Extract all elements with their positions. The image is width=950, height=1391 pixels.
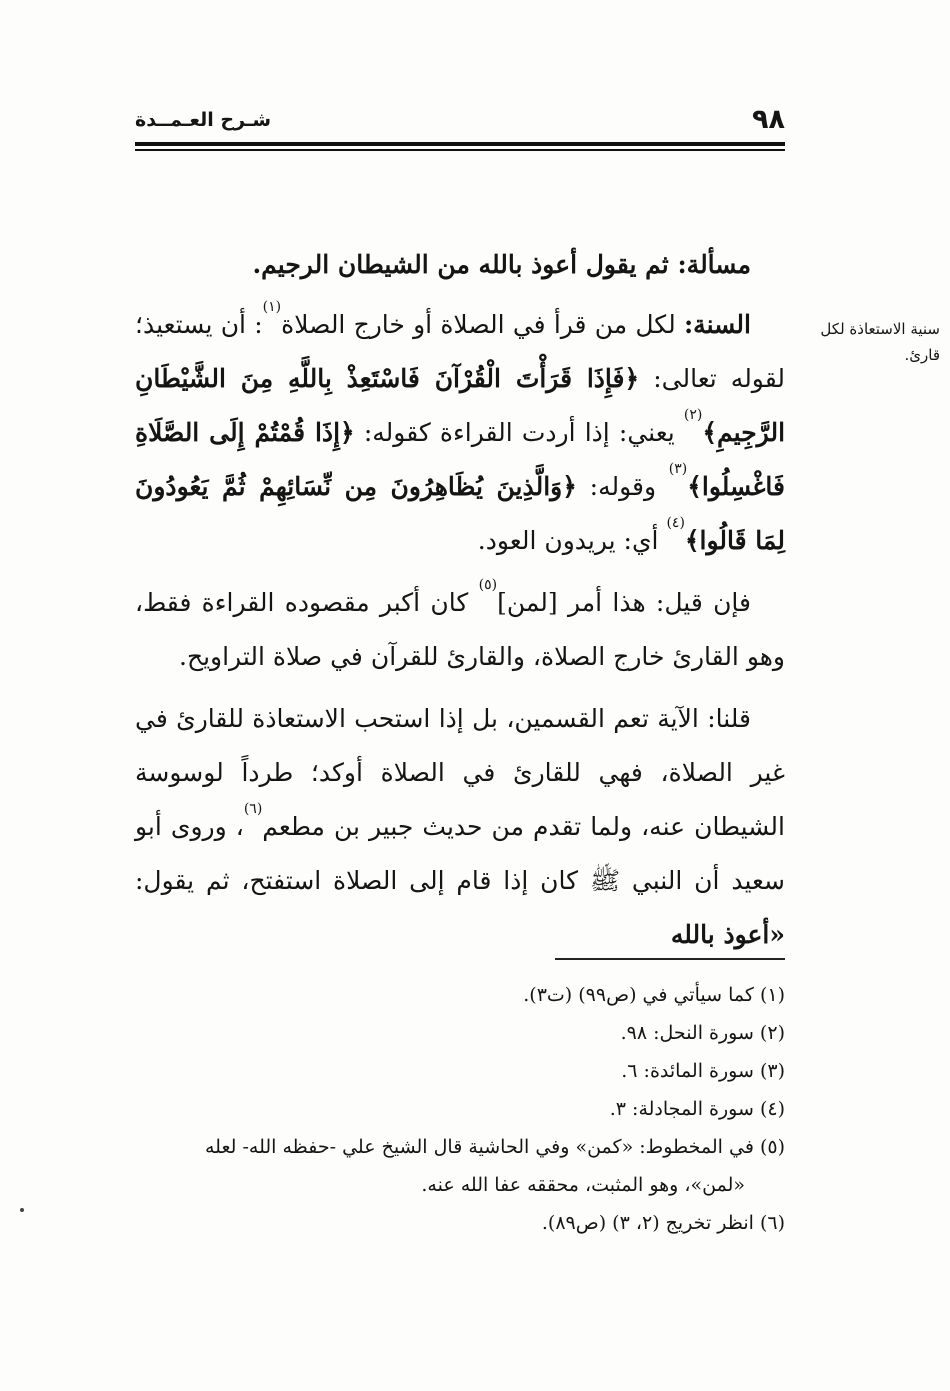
footnote-ref: (٣) bbox=[668, 461, 688, 477]
paragraph-text: لكل من قرأ في الصلاة أو خارج الصلاة bbox=[281, 310, 676, 339]
paragraph-text: قلنا: الآية تعم القسمين، بل إذا استحب الاستعاذة للقارئ في غير الصلاة، فهي للقارئ في الصلاة أوكد؛ طرداً لوسوسة الشيطان عنه، ولما تقدم من حديث جبير بن مطعم bbox=[135, 704, 786, 841]
hadith-quote: «أعوذ بالله bbox=[670, 920, 785, 949]
footnote: (٥) في المخطوط: «كمن» وفي الحاشية قال الشيخ علي -حفظه الله- لعله bbox=[205, 1136, 785, 1158]
footnote-ref: (٦) bbox=[243, 801, 263, 817]
paragraph-reply bbox=[135, 692, 785, 962]
footnote: (٤) سورة المجادلة: ٣. bbox=[609, 1098, 785, 1120]
footnote-ref: (٢) bbox=[683, 407, 703, 423]
paragraph-objection bbox=[135, 576, 785, 684]
quran-verse: ﴿وَالَّذِينَ يُظَاهِرُونَ مِن نِّسَائِهِمْ ثُمَّ يَعُودُونَ لِمَا قَالُوا﴾ bbox=[135, 472, 785, 555]
footnotes bbox=[135, 976, 785, 1242]
page-header bbox=[135, 102, 785, 142]
scan-speck bbox=[20, 1208, 24, 1212]
footnote-continuation-text: «لمن»، وهو المثبت، محققه عفا الله عنه. bbox=[421, 1174, 745, 1196]
footnote-separator bbox=[555, 958, 785, 960]
footnote: (٣) سورة المائدة: ٦. bbox=[621, 1060, 785, 1082]
quran-verse: ﴿فَإِذَا قَرَأْتَ الْقُرْآنَ فَاسْتَعِذْ بِاللَّهِ مِنَ الشَّيْطَانِ الرَّجِيمِ﴾ bbox=[135, 364, 786, 447]
page-number: ٩٨ bbox=[752, 104, 785, 135]
running-title: شـرح العـمــدة bbox=[135, 109, 272, 131]
footnote: (٦) انظر تخريج (٢، ٣) (ص٨٩). bbox=[541, 1212, 785, 1234]
footnote: (١) كما سيأتي في (ص٩٩) (ت٣). bbox=[523, 984, 785, 1006]
header-rule-thick bbox=[135, 142, 785, 146]
footnote-ref: (٤) bbox=[666, 515, 685, 531]
paragraph-sunnah bbox=[135, 298, 785, 568]
margin-note: سنية الاستعاذة لكل قارئ. bbox=[820, 320, 940, 364]
paragraph-text: وقوله: bbox=[589, 472, 657, 501]
paragraph-text: : أن يستعيذ؛ لقوله تعالى: bbox=[135, 310, 785, 393]
main-text bbox=[135, 238, 785, 970]
paragraph-lead: السنة: bbox=[683, 310, 751, 339]
footnote-ref: (٥) bbox=[478, 577, 498, 593]
paragraph-text: يعني: إذا أردت القراءة كقوله: bbox=[363, 418, 675, 447]
header-rule-thin bbox=[135, 149, 785, 151]
section-heading: مسألة: ثم يقول أعوذ بالله من الشيطان الرجيم. bbox=[252, 250, 751, 279]
footnote: (٢) سورة النحل: ٩٨. bbox=[620, 1022, 785, 1044]
paragraph-text: كان أكبر مقصوده القراءة فقط، وهو القارئ خارج الصلاة، والقارئ للقرآن في صلاة التراويح. bbox=[135, 588, 785, 671]
footnote-ref: (١) bbox=[262, 299, 282, 315]
quran-verse: ﴿إِذَا قُمْتُمْ إِلَى الصَّلَاةِ فَاغْسِلُوا﴾ bbox=[135, 418, 785, 501]
footnote-continuation bbox=[135, 1166, 785, 1204]
paragraph-text: أي: يريدون العود. bbox=[477, 526, 659, 555]
paragraph-text: ، وروى أبو سعيد أن النبي ﷺ كان إذا قام إلى الصلاة استفتح، ثم يقول: bbox=[135, 812, 785, 895]
paragraph-text: فإن قيل: هذا أمر [لمن] bbox=[497, 588, 751, 617]
